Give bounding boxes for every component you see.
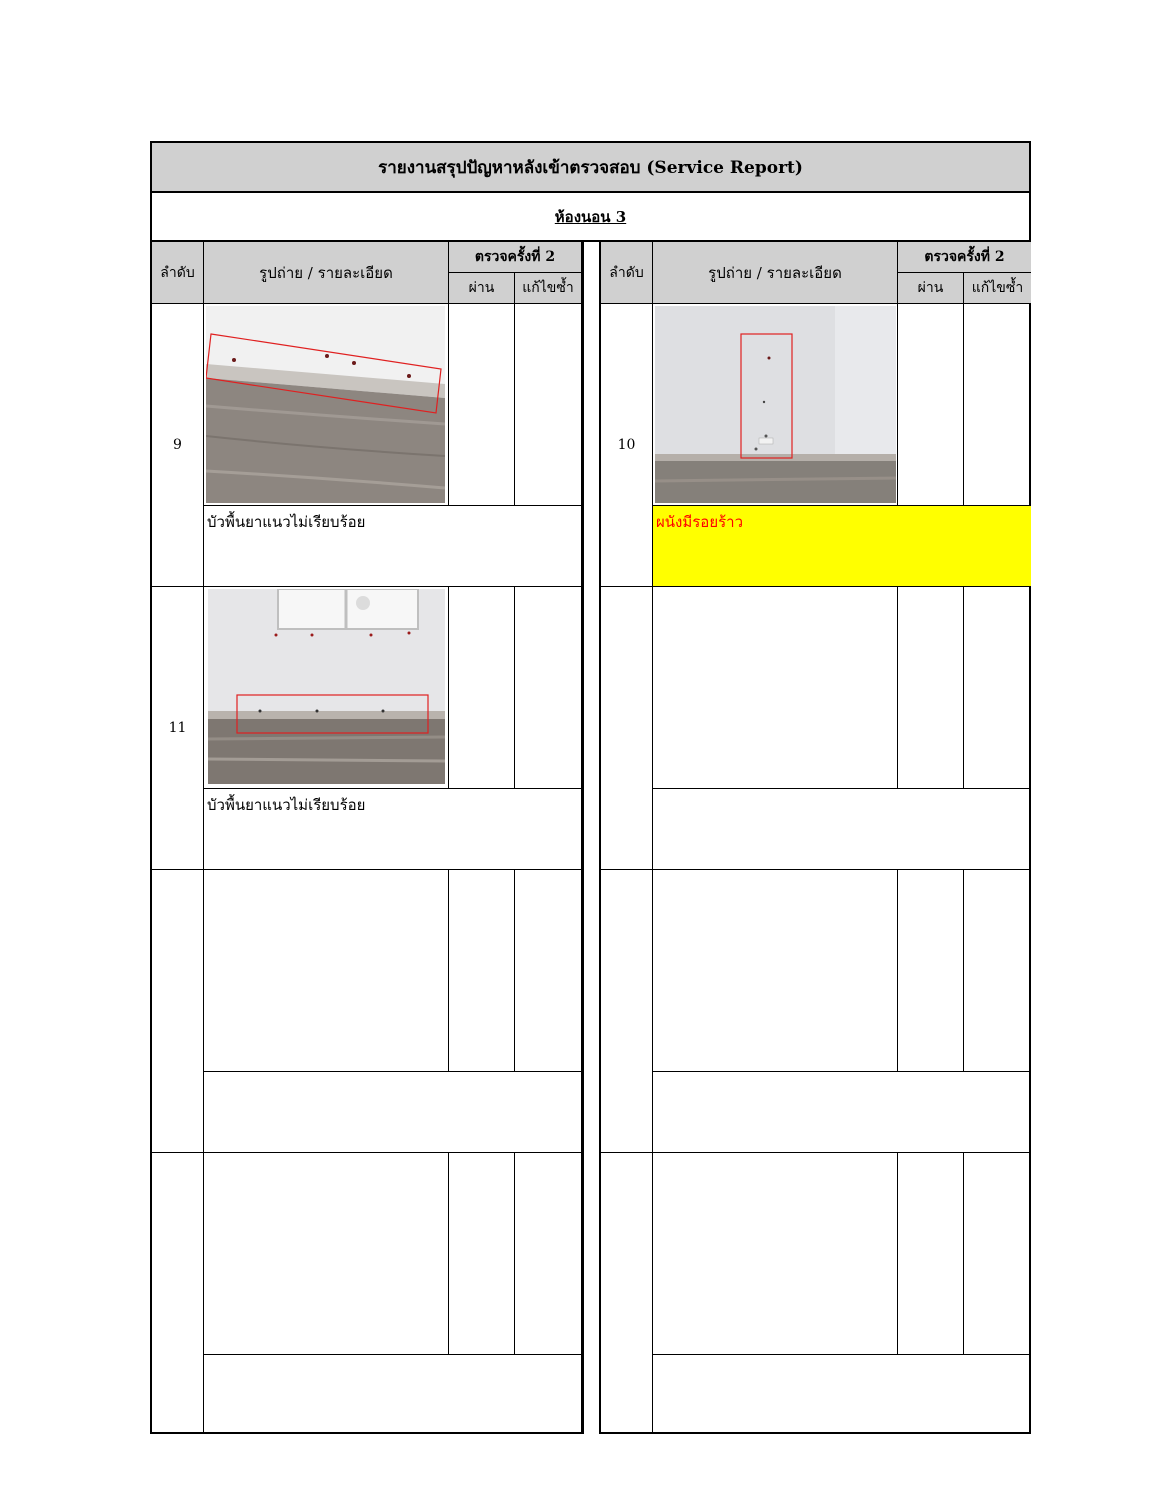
header-inspection: ตรวจครั้งที่ 2 <box>898 242 1031 273</box>
fix-check-cell[interactable] <box>964 587 1031 789</box>
pass-check-cell[interactable] <box>449 870 515 1072</box>
item-number <box>601 870 653 1153</box>
item-description <box>653 789 1031 870</box>
pass-check-cell[interactable] <box>898 870 964 1072</box>
fix-check-cell[interactable] <box>515 304 582 506</box>
photo-cell <box>204 870 449 1072</box>
header-pass: ผ่าน <box>898 273 964 304</box>
item-description: ผนังมีรอยร้าว <box>653 506 1031 587</box>
left-column-table <box>152 242 582 1434</box>
pass-check-cell[interactable] <box>898 304 964 506</box>
wall-crack-photo <box>655 306 896 503</box>
pass-check-cell[interactable] <box>898 587 964 789</box>
item-number <box>152 870 204 1153</box>
photo-cell <box>653 304 898 506</box>
fix-check-cell[interactable] <box>515 587 582 789</box>
item-number: 11 <box>152 587 204 870</box>
fix-check-cell[interactable] <box>515 870 582 1072</box>
pass-check-cell[interactable] <box>449 587 515 789</box>
header-fix: แก้ไขซ้ำ <box>515 273 582 304</box>
fix-check-cell[interactable] <box>964 1153 1031 1355</box>
photo-cell <box>204 304 449 506</box>
photo-cell <box>653 870 898 1072</box>
right-column-table <box>601 242 1031 1434</box>
item-description <box>204 1072 582 1153</box>
header-photo-detail: รูปถ่าย / รายละเอียด <box>204 242 449 304</box>
header-no: ลำดับ <box>152 242 204 304</box>
report-title: รายงานสรุปปัญหาหลังเข้าตรวจสอบ (Service Report) <box>152 143 1029 193</box>
header-no: ลำดับ <box>601 242 653 304</box>
column-separator <box>582 242 601 1434</box>
item-description: บัวพื้นยาแนวไม่เรียบร้อย <box>204 789 582 870</box>
fix-check-cell[interactable] <box>964 304 1031 506</box>
room-name: ห้องนอน 3 <box>152 193 1029 242</box>
photo-cell <box>204 587 449 789</box>
fix-check-cell[interactable] <box>964 870 1031 1072</box>
window-wall-photo <box>208 589 445 784</box>
header-fix: แก้ไขซ้ำ <box>964 273 1031 304</box>
header-pass: ผ่าน <box>449 273 515 304</box>
photo-cell <box>653 587 898 789</box>
fix-check-cell[interactable] <box>515 1153 582 1355</box>
photo-cell <box>204 1153 449 1355</box>
header-inspection: ตรวจครั้งที่ 2 <box>449 242 582 273</box>
item-description <box>653 1355 1031 1434</box>
item-number <box>152 1153 204 1434</box>
header-photo-detail: รูปถ่าย / รายละเอียด <box>653 242 898 304</box>
skirting-photo <box>206 306 445 503</box>
item-number: 10 <box>601 304 653 587</box>
pass-check-cell[interactable] <box>449 304 515 506</box>
pass-check-cell[interactable] <box>449 1153 515 1355</box>
item-number <box>601 587 653 870</box>
pass-check-cell[interactable] <box>898 1153 964 1355</box>
item-description: บัวพื้นยาแนวไม่เรียบร้อย <box>204 506 582 587</box>
item-number: 9 <box>152 304 204 587</box>
item-description <box>204 1355 582 1434</box>
service-report <box>150 141 1031 1434</box>
photo-cell <box>653 1153 898 1355</box>
item-description <box>653 1072 1031 1153</box>
item-number <box>601 1153 653 1434</box>
